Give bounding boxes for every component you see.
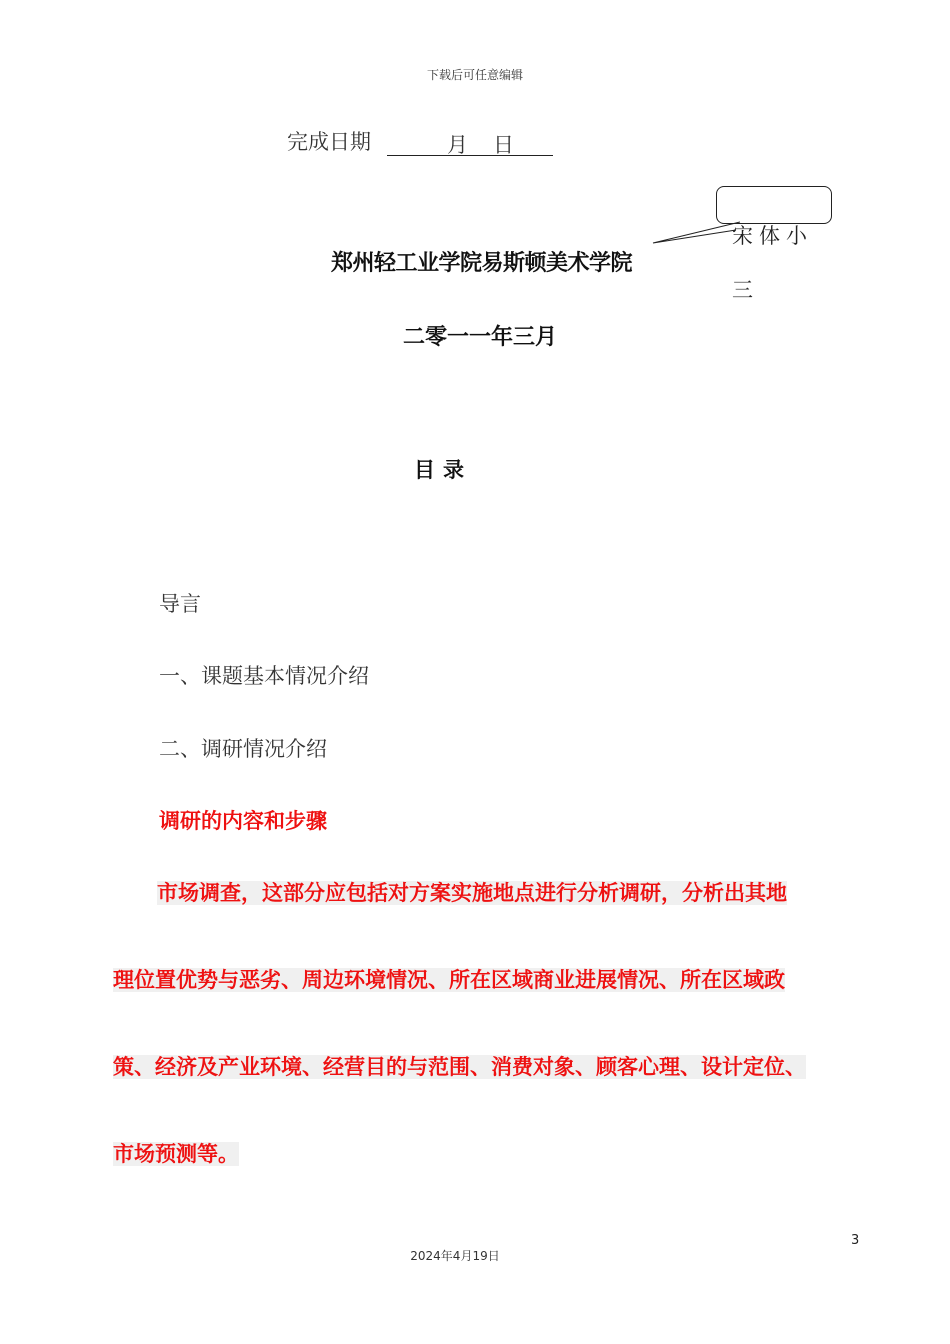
red-heading: 调研的内容和步骤 bbox=[159, 809, 327, 833]
completion-date-label: 完成日期 bbox=[287, 130, 371, 154]
footer-date: 2024年4月19日 bbox=[410, 1249, 500, 1263]
document-year: 二零一一年三月 bbox=[402, 325, 557, 350]
toc-item-intro: 导言 bbox=[159, 592, 201, 616]
institution-name: 郑州轻工业学院易斯顿美术学院 bbox=[331, 251, 633, 276]
day-label: 日 bbox=[493, 133, 514, 157]
page-number: 3 bbox=[851, 1233, 860, 1248]
red-paragraph-line-3: 策、经济及产业环境、经营目的与范围、消费对象、顾客心理、设计定位、 bbox=[113, 1055, 806, 1079]
toc-item-topic-overview: 一、课题基本情况介绍 bbox=[159, 664, 369, 688]
callout-font-note-line2: 三 bbox=[732, 278, 753, 302]
header-note: 下载后可任意编辑 bbox=[426, 68, 523, 82]
callout-font-note-line1: 宋体小 bbox=[732, 224, 813, 248]
red-paragraph-line-1: 市场调查，这部分应包括对方案实施地点进行分析调研，分析出其地 bbox=[157, 881, 787, 905]
toc-item-research-overview: 二、调研情况介绍 bbox=[159, 737, 327, 761]
month-label: 月 bbox=[447, 133, 468, 157]
toc-title: 目录 bbox=[414, 458, 472, 482]
red-paragraph-line-2: 理位置优势与恶劣、周边环境情况、所在区域商业进展情况、所在区域政 bbox=[113, 968, 785, 992]
red-paragraph-line-4: 市场预测等。 bbox=[113, 1142, 239, 1166]
